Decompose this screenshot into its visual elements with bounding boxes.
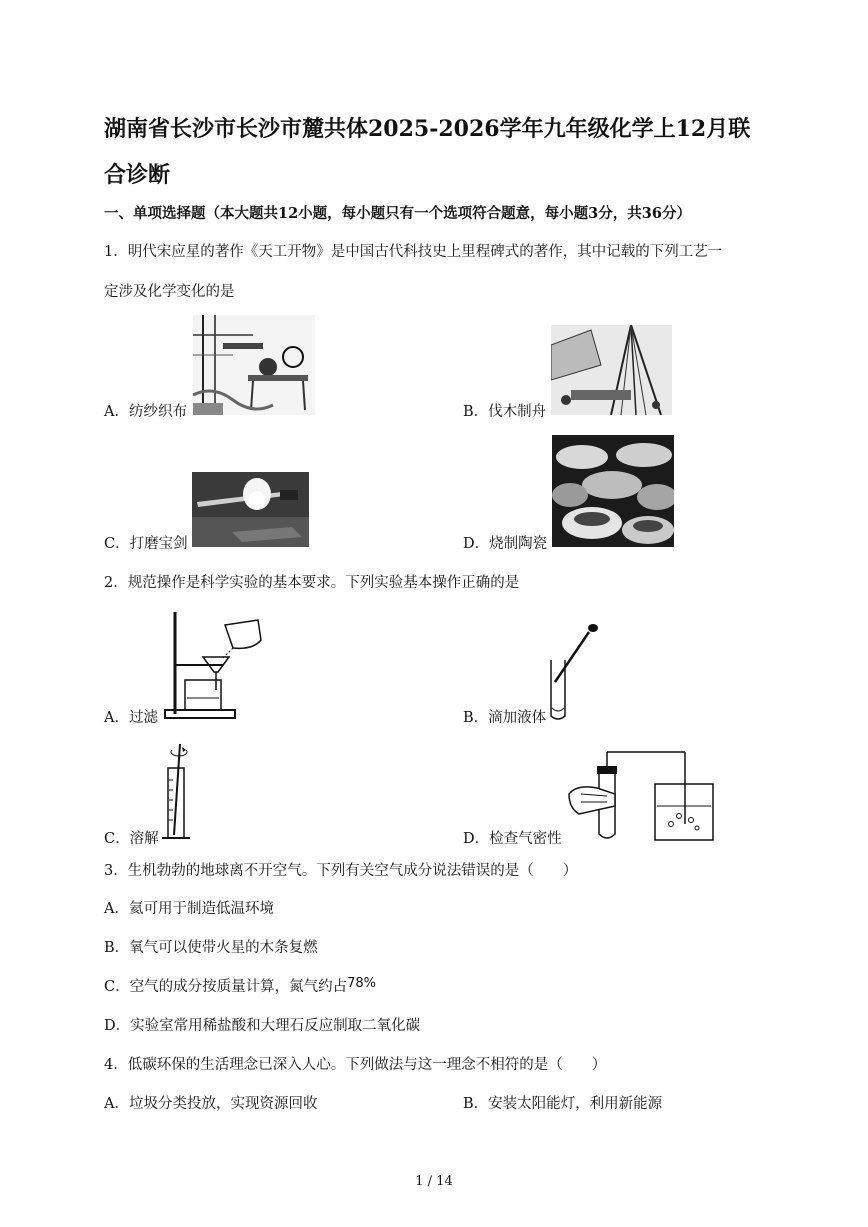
q2-option-b[interactable]: B．滴加液体 [463,710,547,726]
q1-option-c[interactable]: C．打磨宝剑 [104,536,188,552]
sword-forging-photo [192,472,309,547]
q2-option-a[interactable]: A．过滤 [104,710,158,726]
q4-option-b[interactable]: B．安装太阳能灯，利用新能源 [463,1096,663,1112]
q3-option-c-text: C．空气的成分按质量计算，氮气约占 [104,979,348,995]
q1-option-d[interactable]: D．烧制陶瓷 [463,536,548,552]
airtightness-check-diagram [567,744,717,844]
section-heading: 一、单项选择题（本大题共12小题，每小题只有一个选项符合题意，每小题3分，共36分） [104,205,691,222]
filtration-apparatus-diagram [163,610,273,722]
q3-option-c[interactable] [104,977,376,998]
page-title: 湖南省长沙市长沙市麓共体2025-2026学年九年级化学上12月联合诊断 [104,116,751,188]
q2-option-c[interactable]: C．溶解 [104,831,159,847]
q1-option-b[interactable]: B．伐木制舟 [463,404,547,420]
weaving-illustration [193,315,315,415]
question-4-stem: 4．低碳环保的生活理念已深入人心。下列做法与这一理念不相符的是（ ） [104,1057,607,1073]
question-3-stem: 3．生机勃勃的地球离不开空气。下列有关空气成分说法错误的是（ ） [104,863,578,879]
question-1-stem-line1: 1．明代宋应星的著作《天工开物》是中国古代科技史上里程碑式的著作，其中记载的下列工艺一 [104,244,723,260]
q3-option-d[interactable]: D．实验室常用稀盐酸和大理石反应制取二氧化碳 [104,1018,421,1034]
question-1-stem-line2: 定涉及化学变化的是 [104,284,235,300]
q1-option-a[interactable]: A．纺纱织布 [104,404,187,420]
graduated-cylinder-dissolving-diagram [160,740,200,844]
dropper-test-tube-diagram [545,622,605,722]
pottery-kiln-photo [552,435,674,547]
page-total: 14 [436,1174,453,1189]
q3-option-a[interactable]: A．氦可用于制造低温环境 [104,901,274,917]
page-number [0,1174,868,1189]
q2-option-d[interactable]: D．检查气密性 [463,831,562,847]
question-2-stem: 2．规范操作是科学实验的基本要求。下列实验基本操作正确的是 [104,575,520,591]
q3-option-c-value: 78% [347,976,376,991]
page-separator: / [427,1174,433,1189]
q3-option-b[interactable]: B．氧气可以使带火星的木条复燃 [104,940,318,956]
page-current: 1 [415,1174,424,1189]
q4-option-a[interactable]: A．垃圾分类投放，实现资源回收 [104,1096,318,1112]
boat-building-illustration [551,325,672,415]
